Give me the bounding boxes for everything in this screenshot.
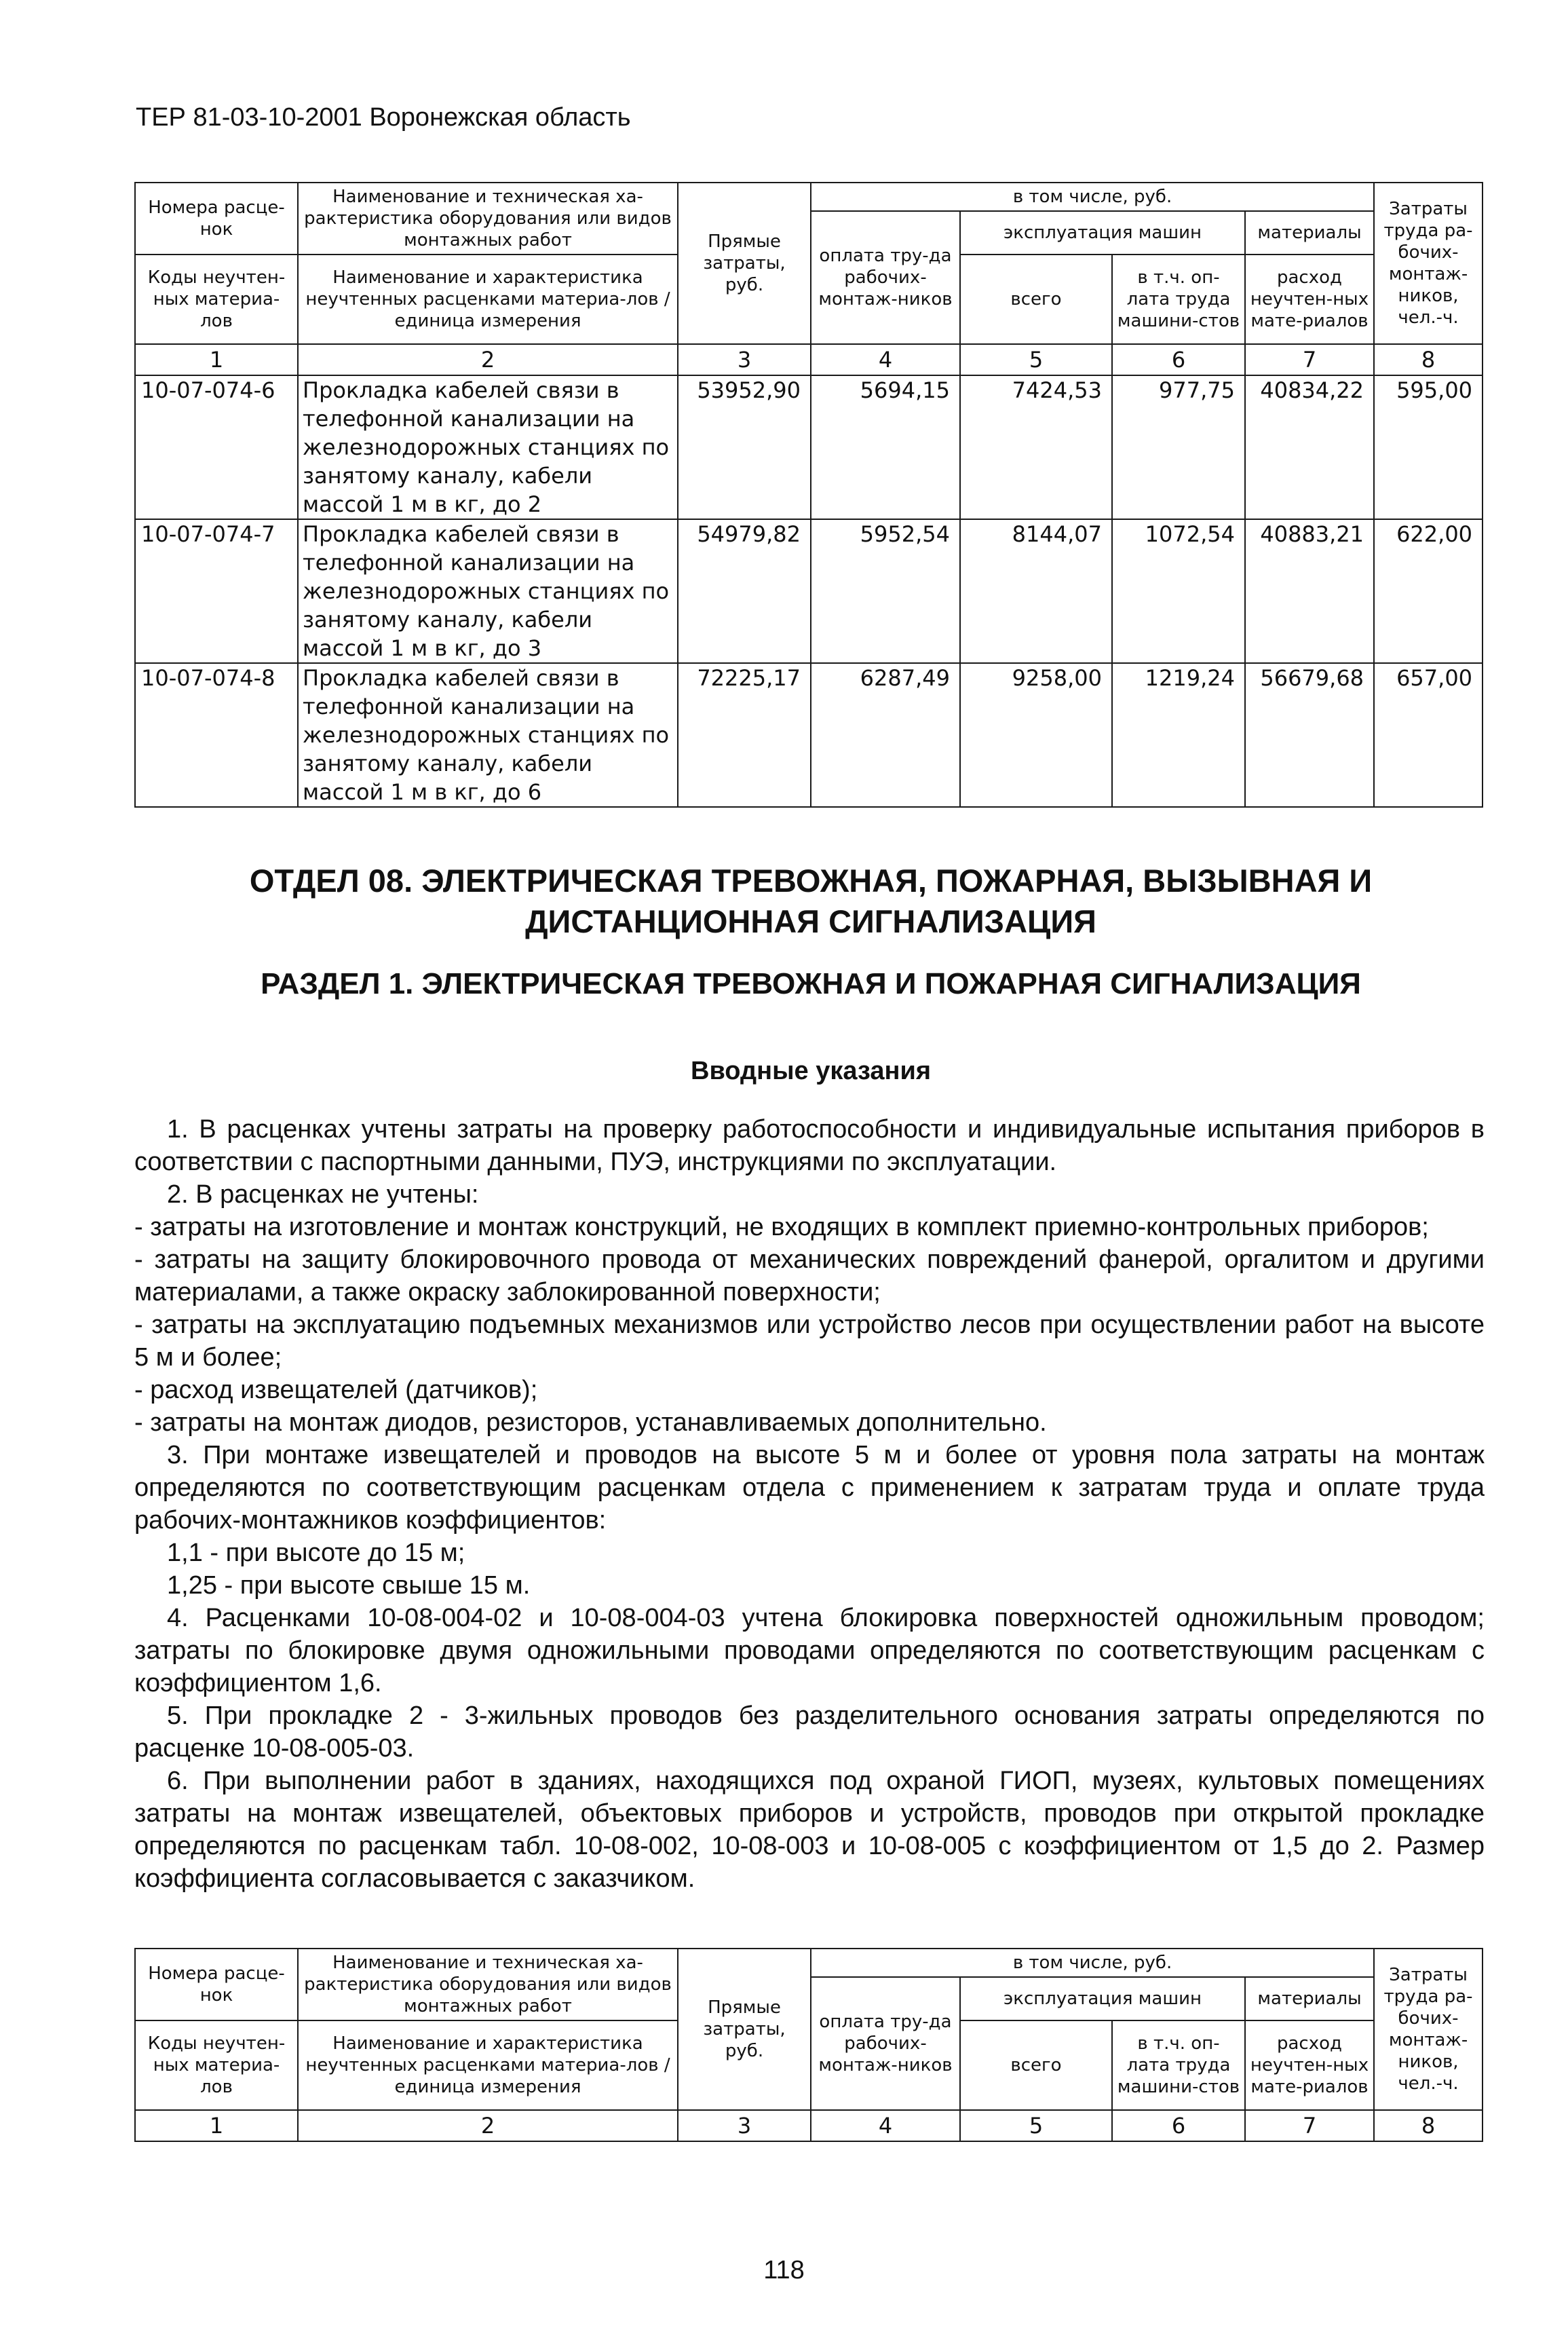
rate-description: Прокладка кабелей связи в телефонной канализации на железнодорожных станциях по занятому каналу, кабели массой 1 м в кг, до 6 [298,663,678,807]
paragraph-3-item: 1,1 - при высоте до 15 м; [167,1539,465,1567]
header-nomera: Номера расце-нок [135,1949,298,2020]
header-ekspl: эксплуатация машин [960,211,1245,255]
header-pryamye: Прямые затраты, руб. [678,1949,811,2110]
department-title-line-1: ОТДЕЛ 08. ЭЛЕКТРИЧЕСКАЯ ТРЕВОЖНАЯ, ПОЖАРНАЯ, ВЫЗЫВНАЯ И [249,863,1373,899]
header-zatraty-truda: Затраты труда ра-бочих-монтаж-ников, чел.-ч. [1374,1949,1483,2110]
machine-total: 8144,07 [960,519,1112,663]
materials: 40883,21 [1245,519,1374,663]
page-header: ТЕР 81-03-10-2001 Воронежская область [136,103,631,132]
department-title-line-2: ДИСТАНЦИОННАЯ СИГНАЛИЗАЦИЯ [525,903,1096,939]
paragraph-3-item: 1,25 - при высоте свыше 15 м. [167,1571,531,1600]
header-vtch: в т.ч. оп-лата труда машини-стов [1112,2020,1245,2110]
labor-pay: 5952,54 [811,519,960,663]
header-naim-neuch: Наименование и характеристика неучтенных расценками материа-лов / единица измерения [298,2020,678,2110]
header-ekspl: эксплуатация машин [960,1977,1245,2020]
col-number: 1 [135,2110,298,2141]
col-number: 6 [1112,344,1245,375]
header-rashod: расход неучтен-ных мате-риалов [1245,2020,1374,2110]
col-number: 6 [1112,2110,1245,2141]
col-number: 8 [1374,2110,1483,2141]
materials: 40834,22 [1245,375,1374,519]
paragraph-2: 2. В расценках не учтены: [167,1180,479,1209]
machine-total: 7424,53 [960,375,1112,519]
rate-code: 10-07-074-8 [135,663,298,807]
paragraph-1: 1. В расценках учтены затраты на проверку работоспособности и индивидуальные испытания приборов в соответствии с паспортными данными, ПУЭ, инструкциями по эксплуатации. [134,1115,1485,1176]
col-number: 1 [135,344,298,375]
paragraph-2-item: - расход извещателей (датчиков); [134,1376,538,1404]
header-materialy: материалы [1245,211,1374,255]
col-number: 2 [298,2110,678,2141]
introduction-title: Вводные указания [691,1057,931,1085]
labor-hours: 595,00 [1374,375,1483,519]
col-number: 4 [811,2110,960,2141]
paragraph-2-item: - затраты на изготовление и монтаж конструкций, не входящих в комплект приемно-контрольных приборов; [134,1213,1429,1241]
header-oplata: оплата тру-да рабочих-монтаж-ников [811,1977,960,2110]
machine-total: 9258,00 [960,663,1112,807]
machinist-pay: 1219,24 [1112,663,1245,807]
rate-description: Прокладка кабелей связи в телефонной канализации на железнодорожных станциях по занятому каналу, кабели массой 1 м в кг, до 3 [298,519,678,663]
header-vsego: всего [960,2020,1112,2110]
col-number: 2 [298,344,678,375]
department-title [136,861,1486,942]
rate-code: 10-07-074-7 [135,519,298,663]
paragraph-3: 3. При монтаже извещателей и проводов на высоте 5 м и более от уровня пола затраты на монтаж определяются по соответствующим расценкам отдела с применением к затратам труда и оплате труда рабочих-монтажников коэффициентов: [134,1441,1485,1535]
direct-costs: 72225,17 [678,663,811,807]
header-v-tom-chisle: в том числе, руб. [811,183,1374,211]
labor-hours: 622,00 [1374,519,1483,663]
rates-table-2 [134,1948,1483,2142]
table-row [135,375,1483,519]
header-naim-neuch: Наименование и характеристика неучтенных расценками материа-лов / единица измерения [298,255,678,344]
header-materialy: материалы [1245,1977,1374,2020]
col-number: 3 [678,344,811,375]
header-kody: Коды неучтен-ных материа-лов [135,255,298,344]
header-naim-tech: Наименование и техническая ха-рактеристика оборудования или видов монтажных работ [298,1949,678,2020]
table-row [135,663,1483,807]
labor-pay: 5694,15 [811,375,960,519]
header-vtch: в т.ч. оп-лата труда машини-стов [1112,255,1245,344]
introduction-text [134,1113,1485,1895]
rates-table [134,182,1483,808]
rate-description: Прокладка кабелей связи в телефонной канализации на железнодорожных станциях по занятому каналу, кабели массой 1 м в кг, до 2 [298,375,678,519]
page-number: 118 [763,2256,805,2284]
col-number: 5 [960,2110,1112,2141]
paragraph-2-item: - затраты на защиту блокировочного провода от механических повреждений фанерой, оргалитом и другими материалами, а также окраску заблокированной поверхности; [134,1245,1485,1306]
header-rashod: расход неучтен-ных мате-риалов [1245,255,1374,344]
section-title: РАЗДЕЛ 1. ЭЛЕКТРИЧЕСКАЯ ТРЕВОЖНАЯ И ПОЖАРНАЯ СИГНАЛИЗАЦИЯ [261,967,1361,1000]
header-kody: Коды неучтен-ных материа-лов [135,2020,298,2110]
direct-costs: 54979,82 [678,519,811,663]
header-naim-tech: Наименование и техническая ха-рактеристика оборудования или видов монтажных работ [298,183,678,255]
direct-costs: 53952,90 [678,375,811,519]
header-vsego: всего [960,255,1112,344]
labor-pay: 6287,49 [811,663,960,807]
header-pryamye: Прямые затраты, руб. [678,183,811,344]
col-number: 5 [960,344,1112,375]
col-number: 3 [678,2110,811,2141]
materials: 56679,68 [1245,663,1374,807]
rate-code: 10-07-074-6 [135,375,298,519]
paragraph-5: 5. При прокладке 2 - 3-жильных проводов без разделительного основания затраты определяются по расценке 10-08-005-03. [134,1701,1485,1763]
table-row [135,519,1483,663]
col-number: 8 [1374,344,1483,375]
header-oplata: оплата тру-да рабочих-монтаж-ников [811,211,960,344]
header-nomera: Номера расце-нок [135,183,298,255]
machinist-pay: 977,75 [1112,375,1245,519]
col-number: 4 [811,344,960,375]
machinist-pay: 1072,54 [1112,519,1245,663]
paragraph-6: 6. При выполнении работ в зданиях, находящихся под охраной ГИОП, музеях, культовых помещениях затраты на монтаж извещателей, объектовых приборов и устройств, проводов при открытой прокладке определяются по расценкам табл. 10-08-002, 10-08-003 и 10-08-005 с коэффициентом от 1,5 до 2. Размер коэффициента согласовывается с заказчиком. [134,1767,1485,1893]
paragraph-4: 4. Расценками 10-08-004-02 и 10-08-004-03 учтена блокировка поверхностей одножильным проводом; затраты по блокировке двумя одножильными проводами определяются по соответствующим расценкам с коэффициентом 1,6. [134,1604,1485,1697]
col-number: 7 [1245,344,1374,375]
header-zatraty-truda: Затраты труда ра-бочих-монтаж-ников, чел.-ч. [1374,183,1483,344]
paragraph-2-item: - затраты на эксплуатацию подъемных механизмов или устройство лесов при осуществлении работ на высоте 5 м и более; [134,1311,1485,1372]
header-v-tom-chisle: в том числе, руб. [811,1949,1374,1977]
paragraph-2-item: - затраты на монтаж диодов, резисторов, устанавливаемых дополнительно. [134,1408,1047,1437]
col-number: 7 [1245,2110,1374,2141]
labor-hours: 657,00 [1374,663,1483,807]
